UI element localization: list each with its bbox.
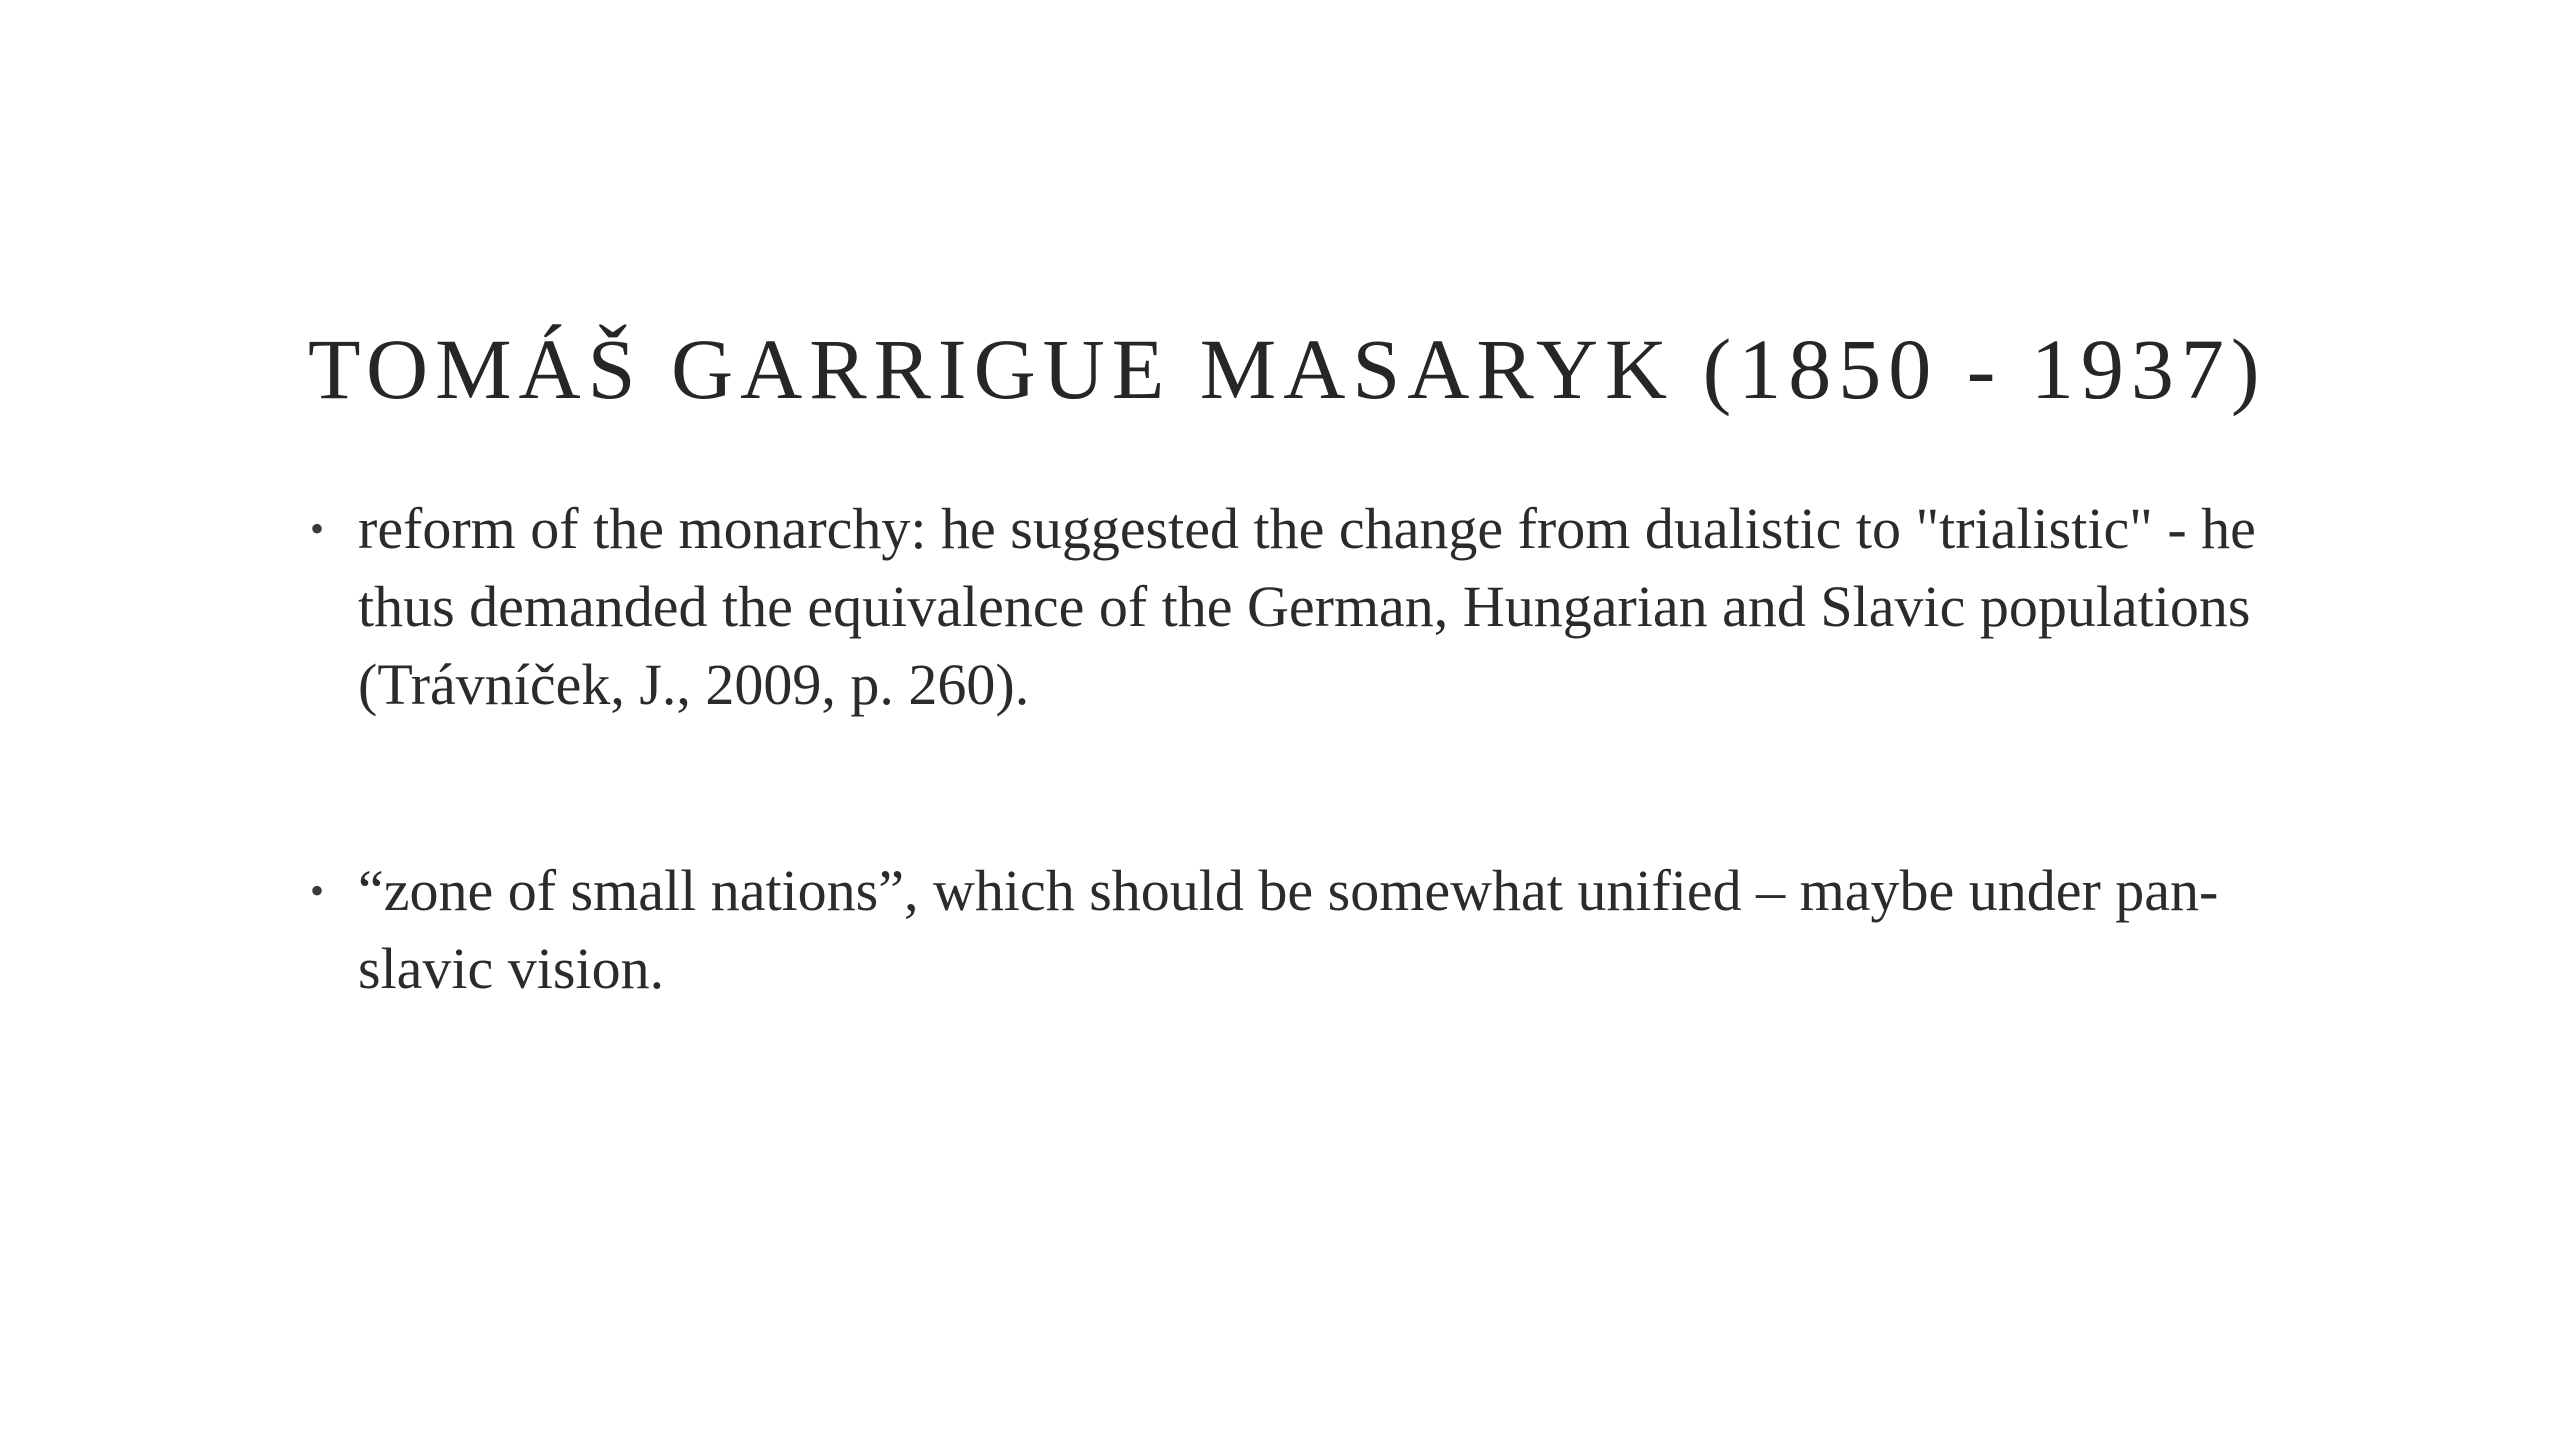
bullet-text-small-nations: “zone of small nations”, which should be somewhat unified – maybe under pan-slavic vision. [358,858,2219,1001]
bullet-point-icon: • [310,868,325,913]
slide-title: TOMÁŠ GARRIGUE MASARYK (1850 - 1937) [308,321,2267,417]
bullet-point-icon: • [310,506,325,551]
bullet-list [308,490,2308,1008]
bullet-item-reform [308,490,2308,724]
bullet-text-reform: reform of the monarchy: he suggested the change from dualistic to "trialistic" - he thus demanded the equivalence of the German, Hungarian and Slavic populations (Trávníček, J., 2009, p. 260). [358,496,2256,717]
bullet-item-small-nations [308,852,2308,1008]
